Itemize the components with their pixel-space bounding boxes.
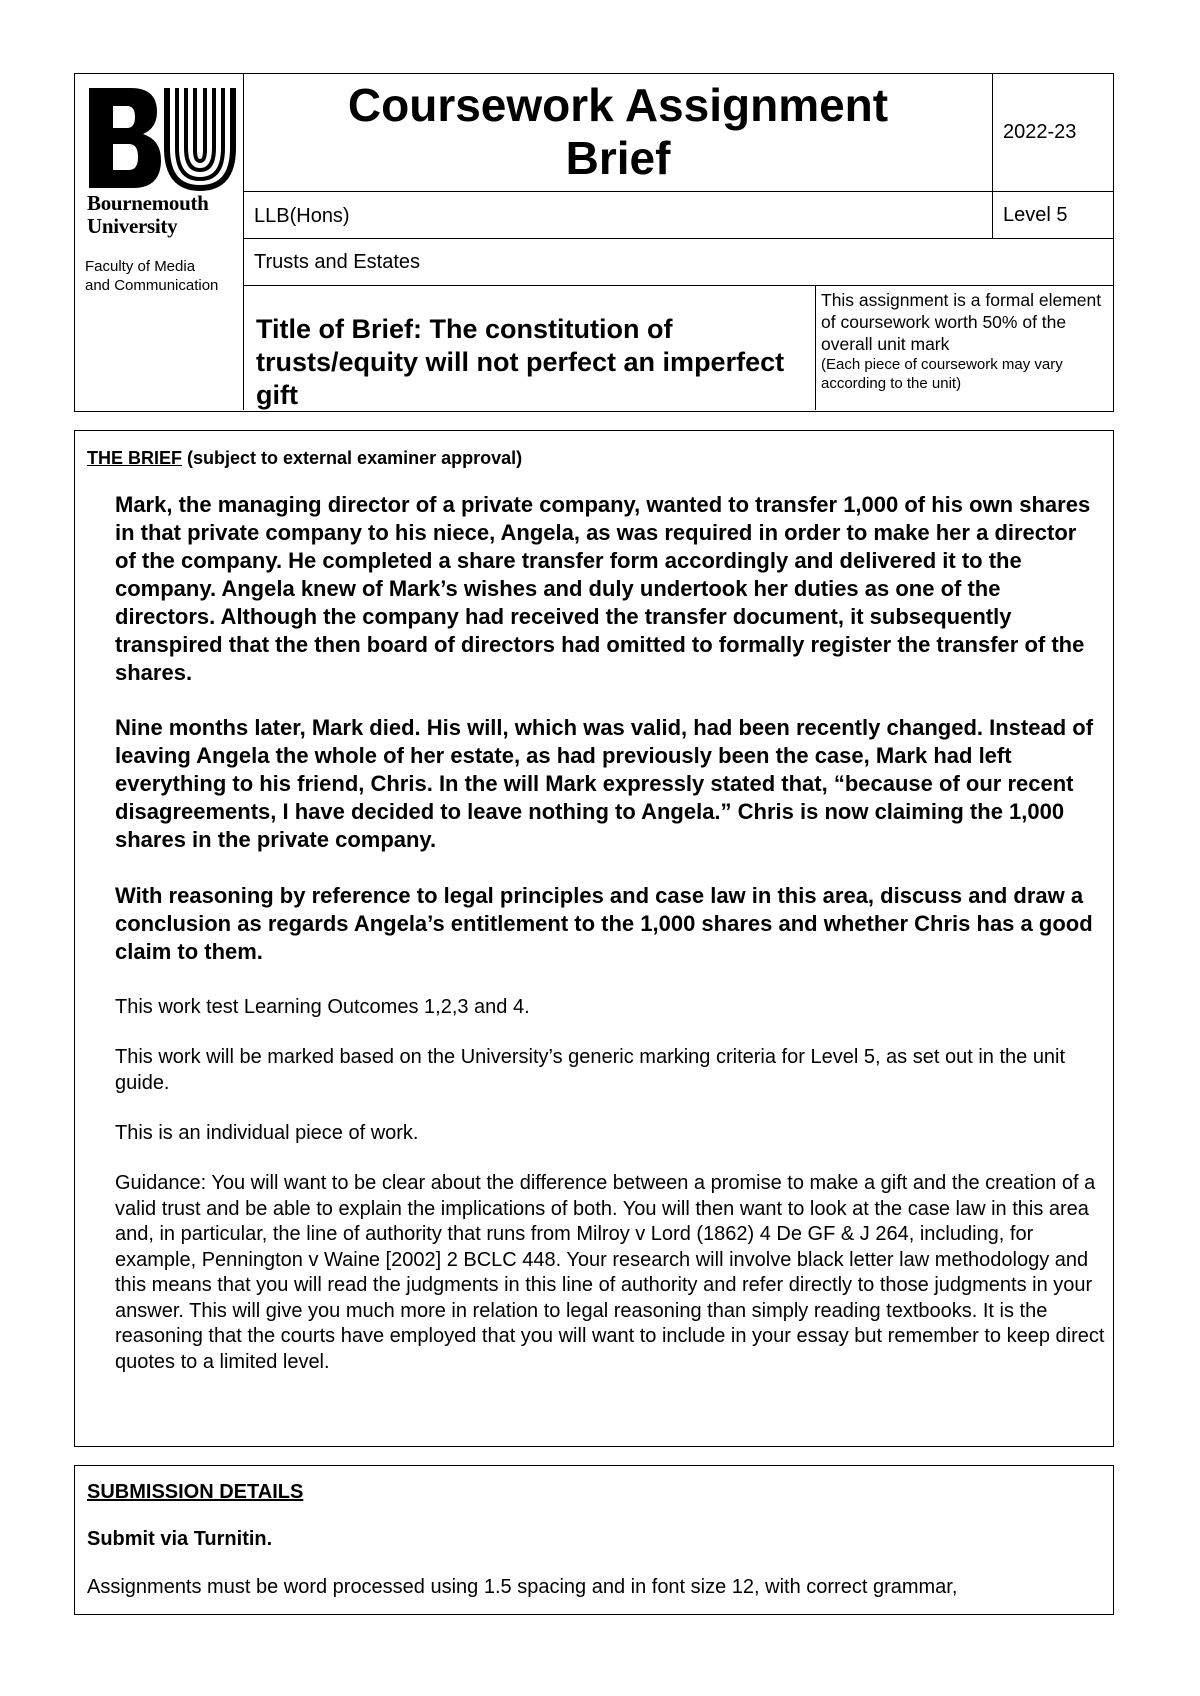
individual-work-note: This is an individual piece of work. [115,1122,419,1144]
brief-header-table [74,73,1114,412]
marking-criteria: This work will be marked based on the University’s generic marking criteria for Level 5, as set out in the unit guide. [115,1046,1066,1094]
unit-name: Trusts and Estates [244,239,1113,286]
scenario-paragraph: Mark, the managing director of a private company, wanted to transfer 1,000 of his own shares in that private company to his niece, Angela, as was required in order to make her a director of the company. He completed a share transfer form accordingly and delivered it to the company. Angela knew of Mark’s wishes and duly undertook her duties as one of the directors. Although the company had received the transfer document, it subsequently transpired that the then board of directors had omitted to formally register the transfer of the shares. [115,492,1091,685]
learning-outcomes: This work test Learning Outcomes 1,2,3 and 4. [115,996,530,1018]
guidance-paragraph: Guidance: You will want to be clear about the difference between a promise to make a gift and the creation of a valid trust and be able to explain the implications of both. You will then want to look at the case law in this area and, in particular, the line of authority that runs from Milroy v Lord (1862) 4 De GF & J 264, including, for example, Pennington v Waine [2002] 2 BCLC 448. Your research will involve black letter law methodology and this means that you will read the judgments in this line of authority and refer directly to those judgments in your answer. This will give you much more in relation to legal reasoning than simply reading textbooks. It is the reasoning that the courts have employed that you will want to include in your essay but remember to keep direct quotes to a limited level. [115,1172,1105,1373]
academic-year: 2022-23 [993,74,1113,192]
submission-method: Submit via Turnitin. [87,1528,273,1550]
weighting-note: This assignment is a formal element of coursework worth 50% of the overall unit mark (Each piece of coursework may vary according to the unit) [816,286,1113,410]
task-paragraph: With reasoning by reference to legal principles and case law in this area, discuss and draw a conclusion as regards Angela’s entitlement to the 1,000 shares and whether Chris has a good claim to them. [115,883,1093,964]
level: Level 5 [993,192,1113,239]
scenario-paragraph: Nine months later, Mark died. His will, which was valid, had been recently changed. Instead of leaving Angela the whole of her estate, as had previously been the case, Mark had left everything to his friend, Chris. In the will Mark expressly stated that, “because of our recent disagreements, I have decided to leave nothing to Angela.” Chris is now claiming the 1,000 shares in the private company. [115,715,1094,852]
brief-heading: THE BRIEF (subject to external examiner approval) [87,448,523,468]
formatting-requirements: Assignments must be word processed using 1.5 spacing and in font size 12, with correct grammar, [87,1576,958,1598]
bu-logo-icon [87,84,237,194]
brief-section [74,430,1114,1447]
programme: LLB(Hons) [244,192,993,239]
brief-title: Title of Brief: The constitution of trusts/equity will not perfect an imperfect gift [244,286,816,410]
submission-heading: SUBMISSION DETAILS [87,1481,304,1503]
submission-section [74,1465,1114,1615]
faculty-name: Faculty of Media and Communication [85,258,219,294]
document-title: Coursework Assignment Brief [244,74,993,192]
university-name: Bournemouth University [87,191,209,238]
logo-cell [75,74,244,410]
weighting-small-note: (Each piece of coursework may vary according to the unit) [821,356,1063,392]
